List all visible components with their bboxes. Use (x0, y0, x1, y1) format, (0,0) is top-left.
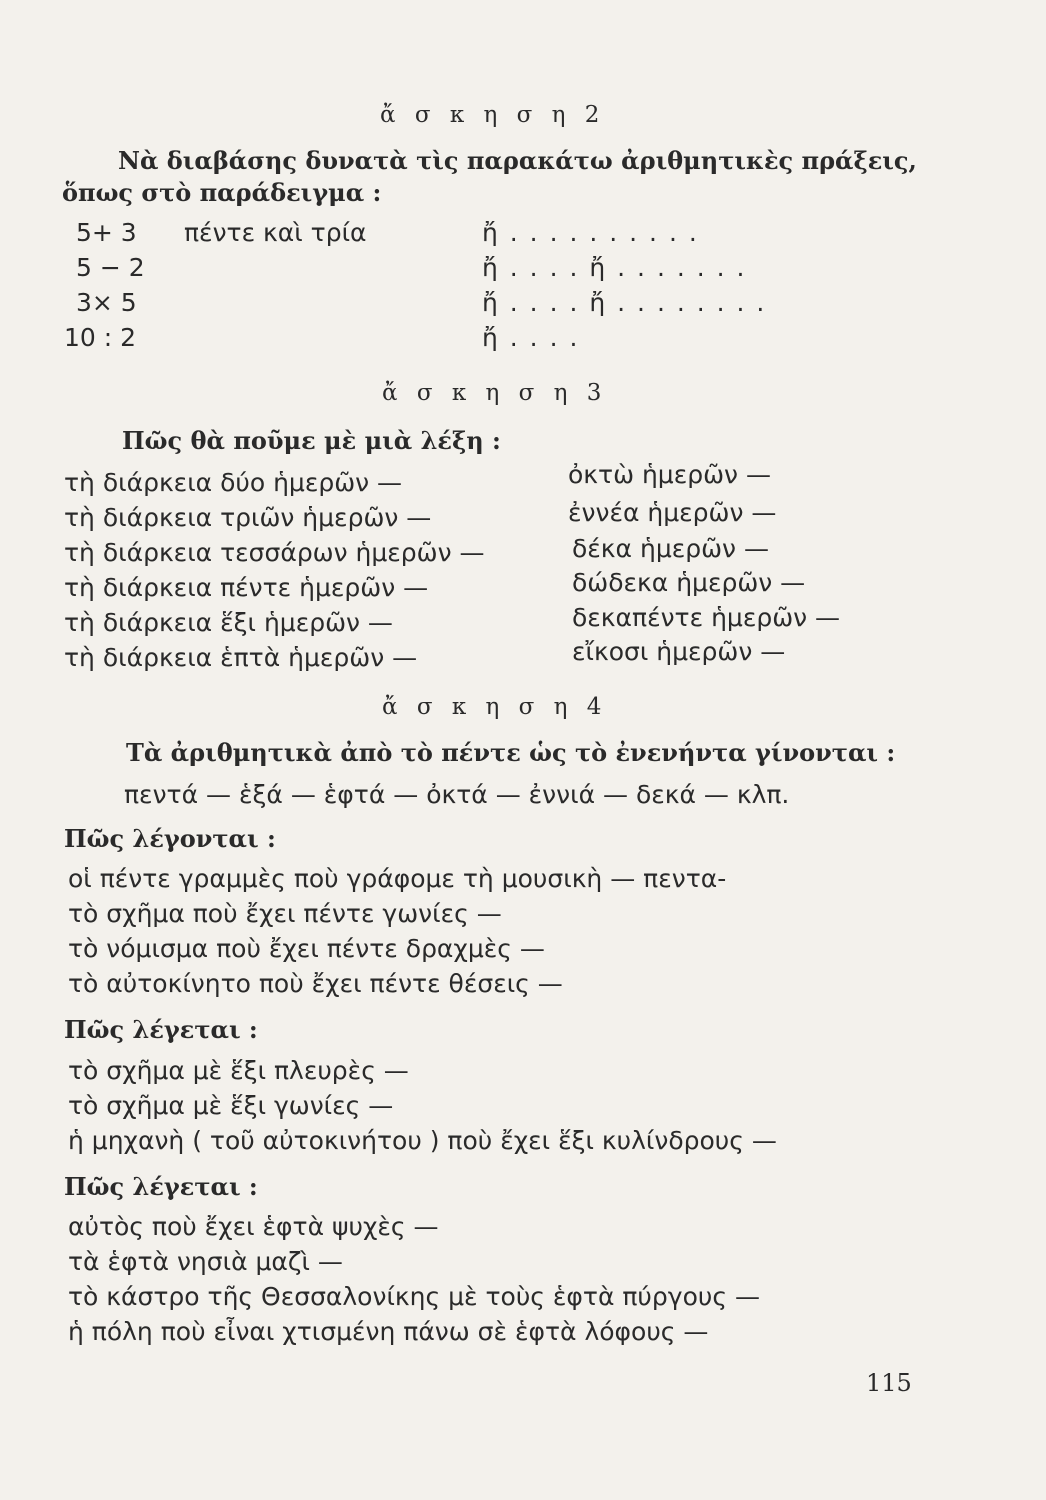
ex2-row-expr: 10 : 2 (64, 323, 137, 352)
ex4-q1-item: τὸ σχῆμα ποὺ ἔχει πέντε γωνίες — (68, 899, 502, 928)
ex2-row-words: πέντε καὶ τρία (184, 218, 367, 247)
ex2-row-answer: ἤ . . . . . . . . . . (482, 218, 699, 247)
exercise-4-intro: Τὰ ἀριθμητικὰ ἀπὸ τὸ πέντε ὡς τὸ ἐνενήντα γίνονται : (126, 738, 896, 767)
ex3-right-item: δώδεκα ἡμερῶν — (572, 568, 806, 597)
ex2-row-expr: 5+ 3 (76, 218, 137, 247)
ex4-q3-item: αὐτὸς ποὺ ἔχει ἑφτὰ ψυχὲς — (68, 1212, 439, 1241)
exercise-3-question: Πῶς θὰ ποῦμε μὲ μιὰ λέξη : (122, 426, 501, 455)
ex4-q3-item: ἡ πόλη ποὺ εἶναι χτισμένη πάνω σὲ ἑφτὰ λόφους — (68, 1317, 709, 1346)
ex4-q1-item: τὸ νόμισμα ποὺ ἔχει πέντε δραχμὲς — (68, 934, 545, 963)
ex2-row-answer: ἤ . . . . ἤ . . . . . . . (482, 253, 747, 282)
ex3-left-item: τὴ διάρκεια πέντε ἡμερῶν — (64, 573, 429, 602)
ex3-left-item: τὴ διάρκεια δύο ἡμερῶν — (64, 468, 403, 497)
exercise-2-instruction-cont: ὅπως στὸ παράδειγμα : (62, 178, 382, 207)
exercise-4-heading: ἄ σ κ η σ η 4 (382, 694, 608, 720)
ex3-left-item: τὴ διάρκεια ἕξι ἡμερῶν — (64, 608, 393, 637)
ex3-right-item: δέκα ἡμερῶν — (572, 534, 769, 563)
ex2-row-answer: ἤ . . . . ἤ . . . . . . . . (482, 288, 767, 317)
ex4-question-2: Πῶς λέγεται : (64, 1015, 258, 1044)
ex3-right-item: εἴκοσι ἡμερῶν — (572, 637, 786, 666)
ex4-q1-item: οἱ πέντε γραμμὲς ποὺ γράφομε τὴ μουσικὴ — πεντα- (68, 864, 727, 893)
exercise-2-heading: ἄ σ κ η σ η 2 (380, 102, 606, 128)
ex3-left-item: τὴ διάρκεια ἑπτὰ ἡμερῶν — (64, 643, 418, 672)
ex4-q2-item: ἡ μηχανὴ ( τοῦ αὐτοκινήτου ) ποὺ ἔχει ἕξι κυλίνδρους — (68, 1126, 777, 1155)
ex2-row-answer: ἤ . . . . (482, 323, 580, 352)
exercise-3-heading: ἄ σ κ η σ η 3 (382, 380, 608, 406)
page-number: 115 (866, 1369, 912, 1397)
ex3-left-item: τὴ διάρκεια τριῶν ἡμερῶν — (64, 503, 432, 532)
exercise-2-instruction: Νὰ διαβάσης δυνατὰ τὶς παρακάτω ἀριθμητικὲς πράξεις, (118, 146, 917, 175)
ex4-q3-item: τὸ κάστρο τῆς Θεσσαλονίκης μὲ τοὺς ἑφτὰ πύργους — (68, 1282, 760, 1311)
ex3-right-item: δεκαπέντε ἡμερῶν — (572, 603, 841, 632)
ex3-left-item: τὴ διάρκεια τεσσάρων ἡμερῶν — (64, 538, 485, 567)
ex4-question-1: Πῶς λέγονται : (64, 824, 276, 853)
ex2-row-expr: 3× 5 (76, 288, 137, 317)
ex2-row-expr: 5 − 2 (76, 253, 145, 282)
exercise-4-sequence: πεντά — ἑξά — ἑφτά — ὀκτά — ἐννιά — δεκά — κλπ. (124, 780, 790, 809)
ex4-q3-item: τὰ ἑφτὰ νησιὰ μαζὶ — (68, 1247, 343, 1276)
ex4-question-3: Πῶς λέγεται : (64, 1172, 258, 1201)
ex3-right-item: ὀκτὼ ἡμερῶν — (568, 460, 771, 489)
ex3-right-item: ἐννέα ἡμερῶν — (568, 498, 777, 527)
ex4-q1-item: τὸ αὐτοκίνητο ποὺ ἔχει πέντε θέσεις — (68, 969, 563, 998)
ex4-q2-item: τὸ σχῆμα μὲ ἕξι γωνίες — (68, 1091, 394, 1120)
ex4-q2-item: τὸ σχῆμα μὲ ἕξι πλευρὲς — (68, 1056, 409, 1085)
